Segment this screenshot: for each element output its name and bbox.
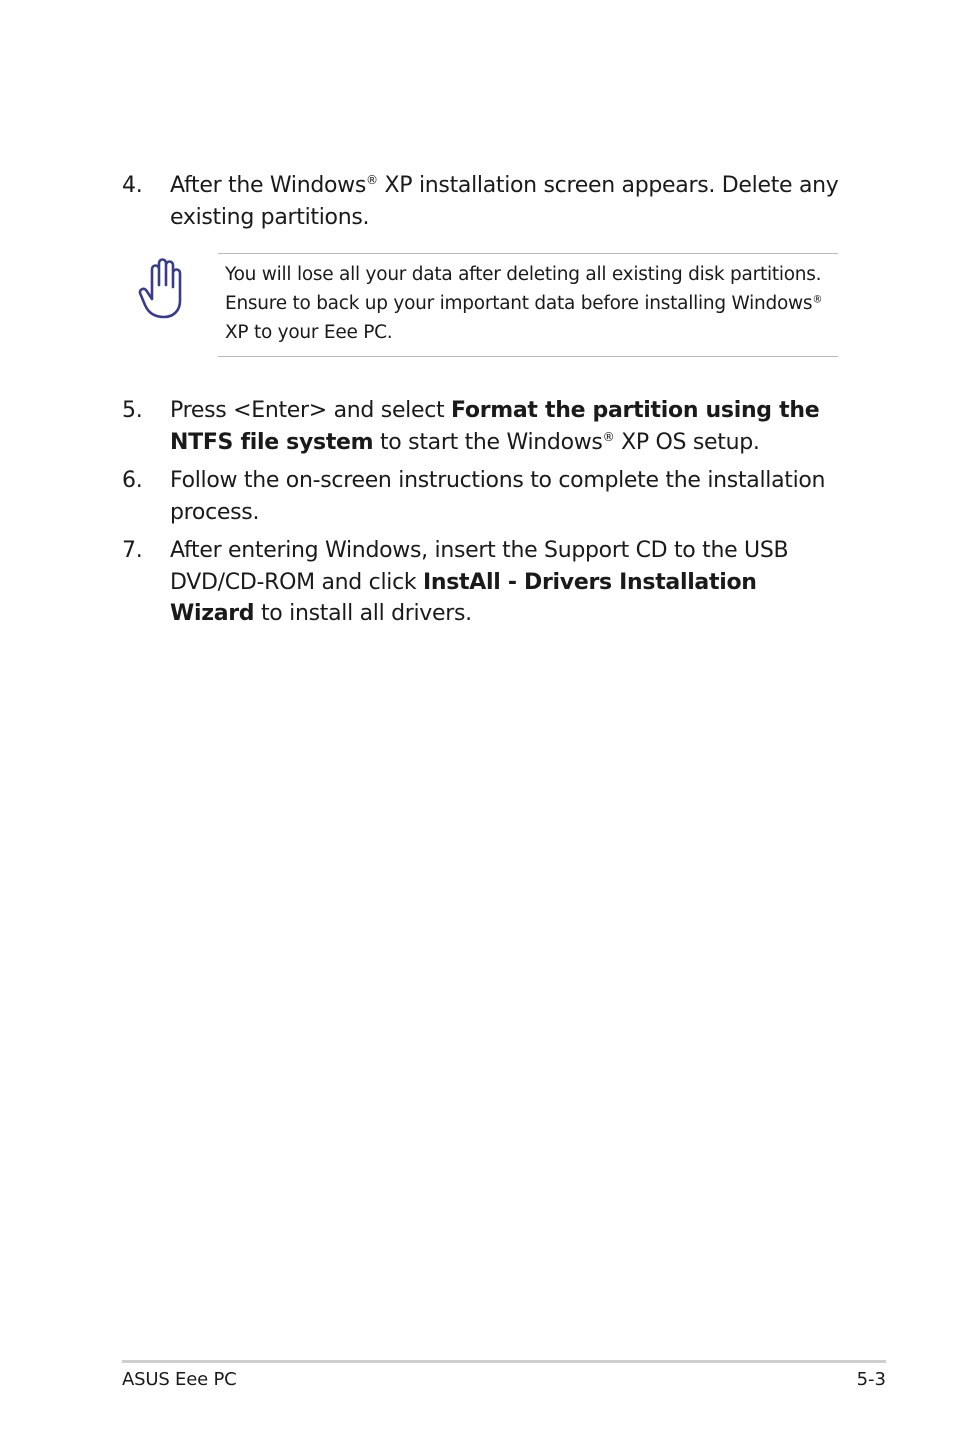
registered-mark: ®	[366, 173, 378, 188]
step-number: 6.	[122, 468, 143, 493]
footer-title: ASUS Eee PC	[122, 1369, 237, 1390]
text-run: After entering Windows, insert the Support CD to the USB DVD/CD-ROM and click	[170, 538, 789, 595]
step-4	[122, 170, 842, 233]
hand-stop-icon	[138, 255, 190, 321]
text-run: to install all drivers.	[254, 601, 472, 626]
page-number: 5-3	[856, 1369, 886, 1390]
step-text	[170, 170, 842, 233]
text-run: to start the Windows	[373, 429, 603, 455]
step-text	[170, 535, 842, 630]
registered-mark: ®	[812, 294, 823, 306]
text-run: Press <Enter> and select	[170, 398, 452, 423]
bold-text: Format the partition using the NTFS file system	[170, 398, 820, 455]
step-number: 5.	[122, 398, 143, 423]
step-text	[170, 395, 842, 458]
registered-mark: ®	[602, 429, 615, 444]
text-run: XP OS setup.	[614, 429, 760, 455]
bold-text: InstAll - Drivers Installation Wizard	[170, 569, 757, 626]
text-run: Follow the on-screen instructions to complete the installation process.	[170, 468, 826, 525]
step-6	[122, 465, 842, 528]
footer-rule	[122, 1360, 886, 1363]
text-run: XP to your Eee PC.	[225, 322, 393, 343]
warning-note	[218, 253, 838, 357]
step-number: 7.	[122, 538, 143, 563]
step-7	[122, 535, 842, 630]
step-5	[122, 395, 842, 458]
text-run: XP installation screen appears. Delete any existing partitions.	[170, 173, 839, 230]
step-number: 4.	[122, 173, 143, 198]
note-text	[225, 260, 825, 347]
text-run: You will lose all your data after deleting all existing disk partitions. Ensure to back up your important data before installing Windows	[225, 264, 822, 314]
text-run: After the Windows	[170, 173, 367, 198]
step-text	[170, 465, 842, 528]
